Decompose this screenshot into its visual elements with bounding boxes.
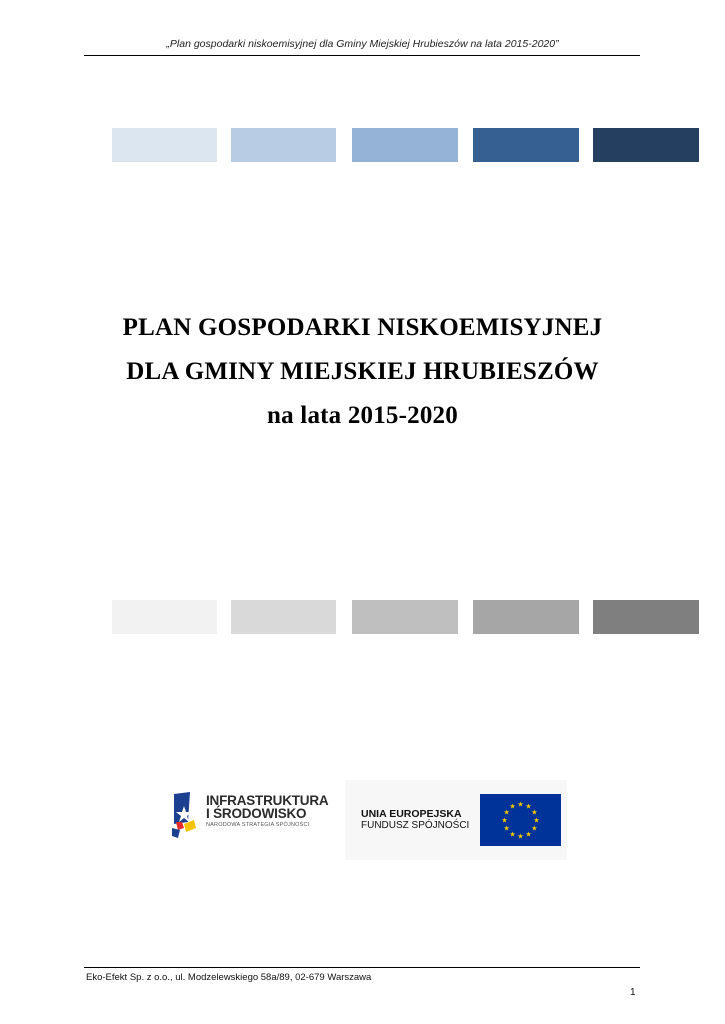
swatch-top-3 xyxy=(352,128,458,162)
infrastruktura-line-3: NARODOWA STRATEGIA SPÓJNOŚCI xyxy=(206,822,310,828)
swatch-bottom-1 xyxy=(112,600,217,634)
eu-star-icon: ★ xyxy=(503,809,510,817)
swatch-bottom-5 xyxy=(593,600,699,634)
eu-star-icon: ★ xyxy=(525,831,532,839)
eu-star-icon: ★ xyxy=(503,825,510,833)
eu-star-icon: ★ xyxy=(531,809,538,817)
eu-star-icon: ★ xyxy=(509,831,516,839)
page-number: 1 xyxy=(630,987,636,998)
document-title xyxy=(0,306,725,438)
footer-address: Eko-Efekt Sp. z o.o., ul. Modzelewskiego 58a/89, 02-679 Warszawa xyxy=(86,972,372,983)
infrastruktura-star-icon xyxy=(170,792,204,842)
swatch-top-4 xyxy=(473,128,579,162)
infrastruktura-logo xyxy=(170,790,329,842)
header-divider xyxy=(84,55,640,56)
eu-star-icon: ★ xyxy=(517,801,524,809)
title-line-1: PLAN GOSPODARKI NISKOEMISYJNEJ xyxy=(122,314,603,341)
eu-star-icon: ★ xyxy=(509,803,516,811)
swatch-bottom-2 xyxy=(231,600,336,634)
title-line-3: na lata 2015-2020 xyxy=(267,402,458,429)
eu-star-icon: ★ xyxy=(525,803,532,811)
eu-line-1: UNIA EUROPEJSKA xyxy=(361,808,462,820)
eu-flag-icon xyxy=(480,794,561,846)
running-header: „Plan gospodarki niskoemisyjnej dla Gminy Miejskiej Hrubieszów na lata 2015-2020” xyxy=(166,38,559,50)
eu-star-icon: ★ xyxy=(533,817,540,825)
infrastruktura-line-2: I ŚRODOWISKO xyxy=(206,806,307,821)
swatch-top-2 xyxy=(231,128,336,162)
eu-star-icon: ★ xyxy=(517,833,524,841)
top-color-bar xyxy=(0,128,725,162)
title-line-2: DLA GMINY MIEJSKIEJ HRUBIESZÓW xyxy=(126,358,599,385)
infrastruktura-line-1: INFRASTRUKTURA xyxy=(206,793,329,808)
eu-line-2: FUNDUSZ SPÓJNOŚCI xyxy=(361,820,470,831)
footer-divider xyxy=(84,967,640,968)
swatch-top-1 xyxy=(112,128,217,162)
swatch-top-5 xyxy=(593,128,699,162)
bottom-color-bar xyxy=(0,600,725,634)
funding-logos xyxy=(0,780,725,860)
swatch-bottom-4 xyxy=(473,600,579,634)
eu-star-icon: ★ xyxy=(501,817,508,825)
eu-star-icon: ★ xyxy=(531,825,538,833)
swatch-bottom-3 xyxy=(352,600,458,634)
eu-logo xyxy=(345,780,567,860)
